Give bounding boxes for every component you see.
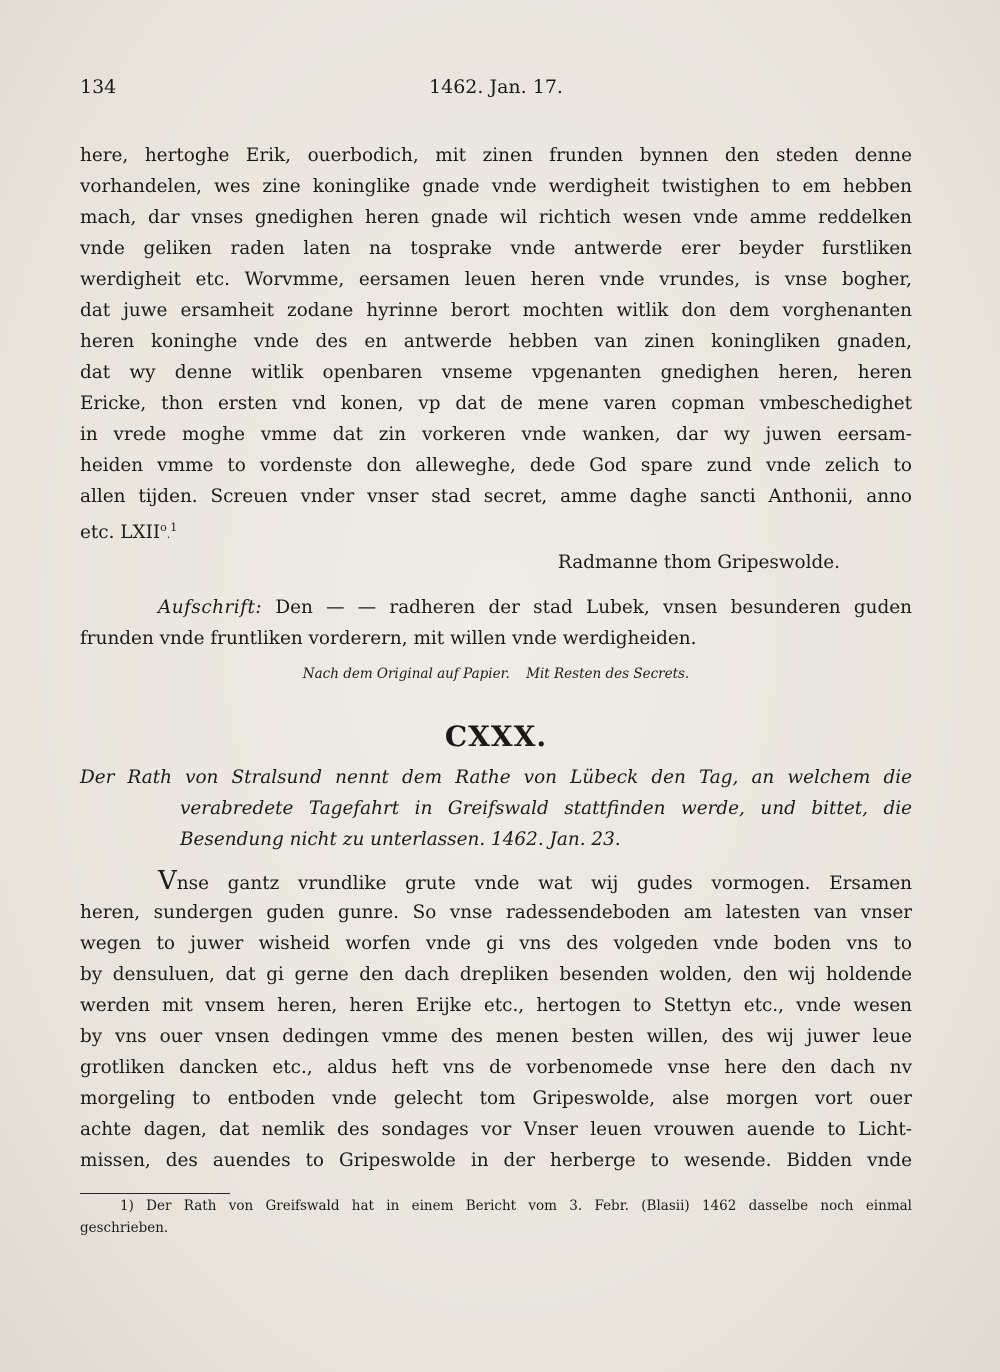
letter-2-line: by densuluen, dat gi gerne den dach drepliken besenden wolden, den wij holdende (80, 964, 912, 985)
letter-2-line: heren, sundergen guden gunre. So vnse radessendeboden am latesten van vnser (80, 902, 912, 923)
letter-2-line: werden mit vnsem heren, heren Erijke etc., hertogen to Stettyn etc., vnde wesen (80, 995, 912, 1016)
letter-2-line: missen, des auendes to Gripeswolde in der herberge to wesende. Bidden vnde (80, 1150, 912, 1171)
letter-2-line: by vns ouer vnsen dedingen vmme des menen besten willen, des wij juwer leue (80, 1026, 912, 1047)
source-note (80, 666, 912, 682)
initial-letter: V (158, 866, 177, 896)
letter-1-date-year: etc. LXII (80, 522, 161, 544)
letter-2-line: achte dagen, dat nemlik des sondages vor Vnser leuen vrouwen auende to Licht- (80, 1119, 912, 1140)
regest-line: Der Rath von Stralsund nennt dem Rathe von Lübeck den Tag, an welchem die (80, 767, 912, 788)
letter-1-line: dat juwe ersamheit zodane hyrinne berort mochten witlik don dem vorghenanten (80, 300, 912, 321)
footnote-rule (80, 1193, 230, 1194)
footnote (80, 1195, 912, 1239)
letter-2-line: morgeling to entboden vnde gelecht tom Gripeswolde, alse morgen vort ouer (80, 1088, 912, 1109)
letter-1-line: allen tijden. Screuen vnder vnser stad secret, amme daghe sancti Anthonii, anno (80, 486, 912, 507)
letter-1-line: heren koninghe vnde des en antwerde hebben van zinen koningliken gnaden, (80, 331, 912, 352)
superscription-line-1 (80, 592, 912, 623)
letter-2-line: grotliken dancken etc., aldus heft vns de vorbenomede vnse here den dach nv (80, 1057, 912, 1078)
running-head-date: 1462. Jan. 17. (429, 76, 563, 98)
letter-1-signature: Radmanne thom Gripeswolde. (557, 552, 840, 573)
letter-1-line: mach, dar vnses gnedighen heren gnade wil richtich wesen vnde amme reddelken (80, 207, 912, 228)
footnote-mark: 1) (120, 1198, 134, 1214)
letter-1-last-line: etc. LXII$^o$.$^1$ (80, 521, 178, 544)
footnote-line-1 (80, 1195, 912, 1217)
document-number: CXXX. (444, 720, 548, 753)
document-2-regest (80, 762, 912, 855)
letter-1-line: Ericke, thon ersten vnd konen, vp dat de mene varen copman vmbeschedighet (80, 393, 912, 414)
letter-1-line: vorhandelen, wes zine koninglike gnade vnde werdigheit twistighen to em hebben (80, 176, 912, 197)
letter-1-line: here, hertoghe Erik, ouerbodich, mit zinen frunden bynnen den steden denne (80, 145, 912, 166)
letter-1-superscription (80, 592, 912, 654)
letter-2-first-line-text: nse gantz vrundlike grute vnde wat wij gudes vormogen. Ersamen (176, 873, 912, 894)
letter-1-line: werdigheit etc. Worvmme, eersamen leuen heren vnde vrundes, is vnse bogher, (80, 269, 912, 290)
footnote-text-1: Der Rath von Greifswald hat in einem Bericht vom 3. Febr. (Blasii) 1462 dasselbe noch einmal (146, 1198, 912, 1214)
running-head (80, 76, 912, 104)
page-number: 134 (80, 76, 117, 98)
source-note-original: Nach dem Original auf Papier. (302, 666, 510, 682)
letter-1-line: dat wy denne witlik openbaren vnseme vpgenanten gnedighen heren, heren (80, 362, 912, 383)
source-note-seal: Mit Resten des Secrets. (526, 666, 690, 682)
letter-2-first-line (80, 866, 912, 897)
ordinal-superscript: o (160, 521, 167, 534)
letter-1-line: vnde geliken raden laten na tosprake vnde antwerde erer beyder furstliken (80, 238, 912, 259)
footnote-reference[interactable]: 1 (170, 521, 178, 534)
letter-2-body (80, 866, 912, 1176)
superscription-line-2: frunden vnde fruntliken vorderern, mit willen vnde werdigheiden. (80, 628, 697, 649)
regest-line: Besendung nicht zu unterlassen. 1462. Jan. 23. (180, 829, 621, 850)
regest-line: verabredete Tagefahrt in Greifswald stattfinden werde, und bittet, die (180, 798, 912, 819)
letter-2-line: wegen to juwer wisheid worfen vnde gi vns des volgeden vnde boden vns to (80, 933, 912, 954)
superscription-text-1: Den — — radheren der stad Lubek, vnsen besunderen guden (275, 597, 912, 618)
footnote-line-2: geschrieben. (80, 1220, 169, 1236)
letter-1-line: in vrede moghe vmme dat zin vorkeren vnde wanken, dar wy juwen eersam- (80, 424, 912, 445)
letter-1-line: heiden vmme to vordenste don alleweghe, dede God spare zund vnde zelich to (80, 455, 912, 476)
letter-1-body (80, 140, 912, 543)
superscription-label: Aufschrift: (158, 597, 263, 618)
